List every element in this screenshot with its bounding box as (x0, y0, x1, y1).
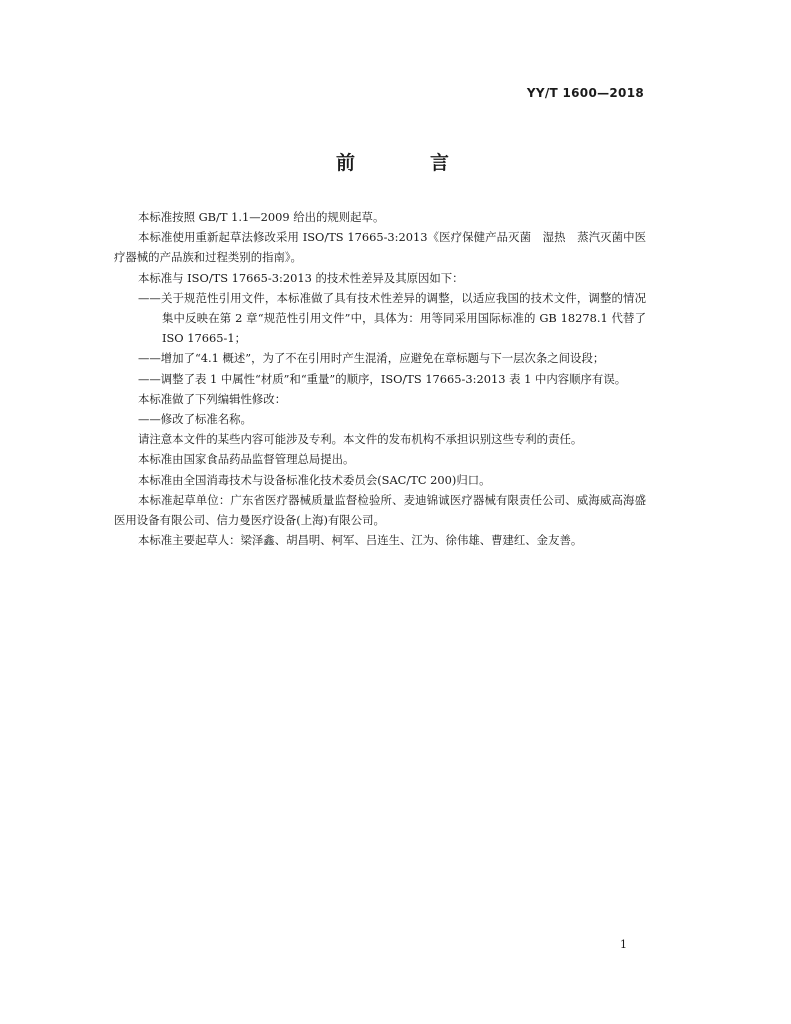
paragraph-patent-notice: 请注意本文件的某些内容可能涉及专利。本文件的发布机构不承担识别这些专利的责任。 (138, 432, 583, 447)
paragraph-proposer: 本标准由国家食品药品监督管理总局提出。 (138, 452, 355, 467)
paragraph-adoption-method: 本标准使用重新起草法修改采用 ISO/TS 17665-3:2013《医疗保健产品灭菌 湿热 蒸汽灭菌中医疗器械的产品族和过程类别的指南》。 (114, 230, 646, 265)
paragraph-drafting-rules: 本标准按照 GB/T 1.1—2009 给出的规则起草。 (138, 210, 385, 224)
paragraph-technical-committee: 本标准由全国消毒技术与设备标准化技术委员会(SAC/TC 200)归口。 (138, 472, 491, 487)
standard-code: YY/T 1600—2018 (526, 86, 644, 100)
list-item-name-change: ——修改了标准名称。 (138, 412, 252, 427)
list-item-added-overview: ——增加了“4.1 概述”，为了不在引用时产生混淆，应避免在章标题与下一层次条之间设段； (138, 351, 605, 366)
foreword-body (114, 207, 646, 550)
paragraph-drafters: 本标准主要起草人：梁泽鑫、胡昌明、柯军、吕连生、江为、徐伟雄、曹建红、金友善。 (138, 533, 583, 548)
page-title: 前 言 (335, 152, 477, 174)
paragraph-drafting-units: 本标准起草单位：广东省医疗器械质量监督检验所、麦迪锦诚医疗器械有限责任公司、威海威高海盛医用设备有限公司、信力曼医疗设备(上海)有限公司。 (114, 492, 646, 528)
page-number: 1 (620, 938, 627, 951)
list-item-table-order: ——调整了表 1 中属性“材质”和“重量”的顺序，ISO/TS 17665-3:2013 表 1 中内容顺序有误。 (138, 371, 627, 386)
paragraph-editorial-changes: 本标准做了下列编辑性修改： (138, 391, 287, 406)
list-item-normative-references: ——关于规范性引用文件，本标准做了具有技术性差异的调整，以适应我国的技术文件，调整的情况集中反映在第 2 章“规范性引用文件”中，具体为：用等同采用国际标准的 GB 18278.1 代替了 ISO 17665-1； (138, 290, 646, 346)
paragraph-technical-differences: 本标准与 ISO/TS 17665-3:2013 的技术性差异及其原因如下： (138, 270, 464, 285)
